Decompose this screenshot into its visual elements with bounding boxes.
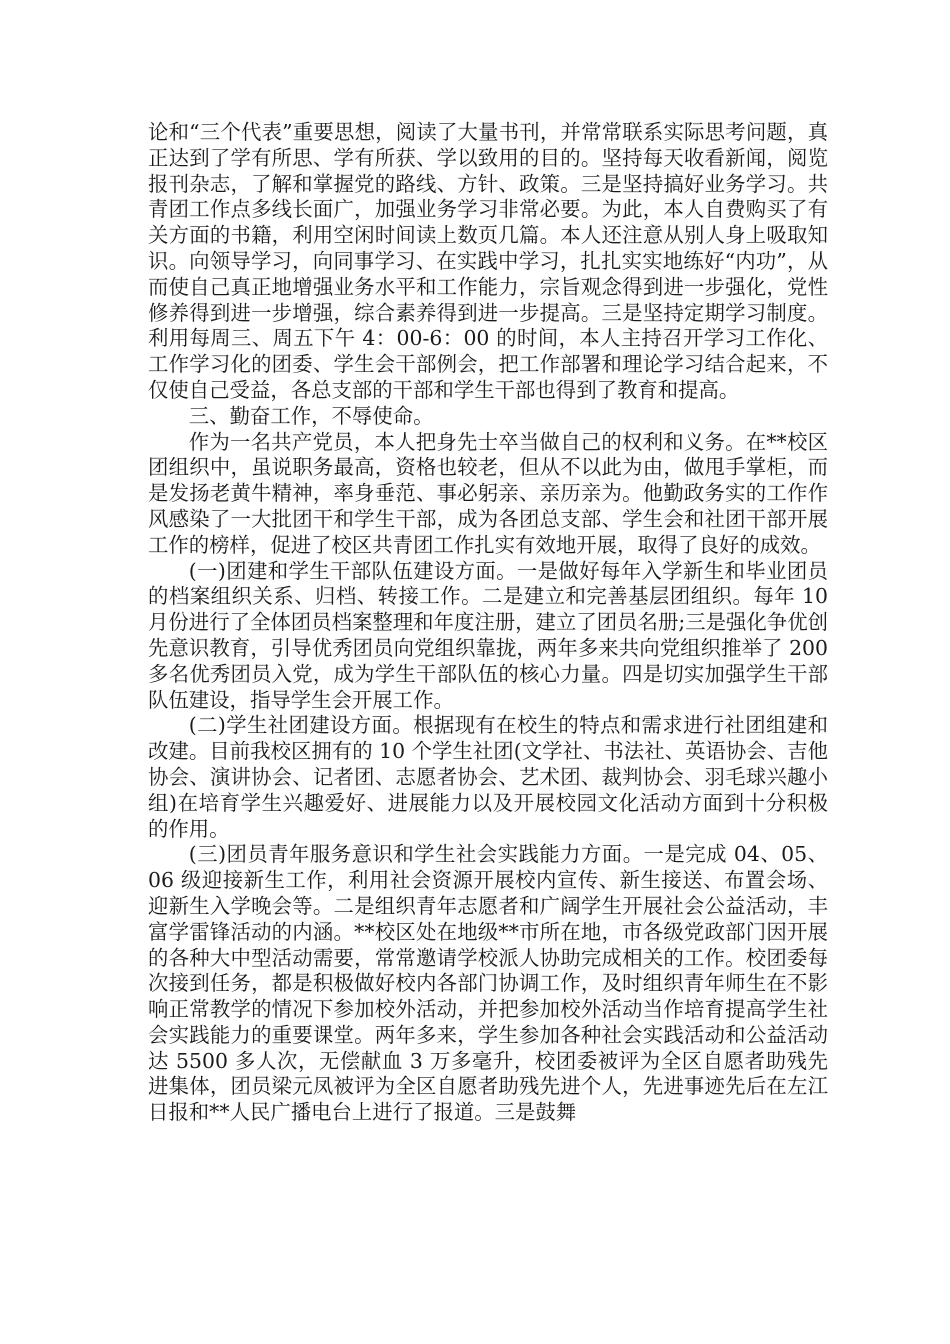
paragraph-league-building: (一)团建和学生干部队伍建设方面。一是做好每年入学新生和毕业团员的档案组织关系、归档、转接工作。二是建立和完善基层团组织。每年 10 月份进行了全体团员档案整理和年度注册，建立了团员名册;三是强化争优创先意识教育，引导优秀团员向党组织靠拢，两年多来共向党组织推举了 200 多名优秀团员入党，成为学生干部队伍的核心力量。四是切实加强学生干部队伍建设，指导学生会开展工作。	[148, 558, 828, 712]
paragraph-study-continuation: 论和“三个代表”重要思想，阅读了大量书刊，并常常联系实际思考问题，真正达到了学有所思、学有所获、学以致用的目的。坚持每天收看新闻，阅览报刊杂志，了解和掌握党的路线、方针、政策。三是坚持搞好业务学习。共青团工作点多线长面广，加强业务学习非常必要。为此，本人自费购买了有关方面的书籍，利用空闲时间读上数页几篇。本人还注意从别人身上吸取知识。向领导学习，向同事学习、在实践中学习，扎扎实实地练好“内功”，从而使自己真正地增强业务水平和工作能力，宗旨观念得到进一步强化，党性修养得到进一步增强，综合素养得到进一步提高。三是坚持定期学习制度。利用每周三、周五下午 4：00-6：00 的时间，本人主持召开学习工作化、工作学习化的团委、学生会干部例会，把工作部署和理论学习结合起来，不仅使自己受益，各总支部的干部和学生干部也得到了教育和提高。	[148, 120, 828, 402]
paragraph-student-clubs: (二)学生社团建设方面。根据现有在校生的特点和需求进行社团组建和改建。目前我校区拥有的 10 个学生社团(文学社、书法社、英语协会、吉他协会、演讲协会、记者团、志愿者协会、艺术团、裁判协会、羽毛球兴趣小组)在培育学生兴趣爱好、进展能力以及开展校园文化活动方面到十分积极的作用。	[148, 713, 828, 841]
paragraph-party-member: 作为一名共产党员，本人把身先士卒当做自己的权利和义务。在**校区团组织中，虽说职务最高，资格也较老，但从不以此为由，做甩手掌柜，而是发扬老黄牛精神，率身垂范、事必躬亲、亲历亲为。他勤政务实的工作作风感染了一大批团干和学生干部，成为各团总支部、学生会和社团干部开展工作的榜样，促进了校区共青团工作扎实有效地开展，取得了良好的成效。	[148, 429, 828, 557]
paragraph-social-practice: (三)团员青年服务意识和学生社会实践能力方面。一是完成 04、05、06 级迎接新生工作，利用社会资源开展校内宣传、新生接送、布置会场、迎新生入学晚会等。二是组织青年志愿者和广阔学生开展社会公益活动，丰富学雷锋活动的内涵。**校区处在地级**市所在地，市各级党政部门因开展的各种大中型活动需要，常常邀请学校派人协助完成相关的工作。校团委每次接到任务，都是积极做好校内各部门协调工作，及时组织青年师生在不影响正常教学的情况下参加校外活动，并把参加校外活动当作培育提高学生社会实践能力的重要课堂。两年多来，学生参加各种社会实践活动和公益活动达 5500 多人次，无偿献血 3 万多毫升，校团委被评为全区自愿者助残先进集体，团员梁元凤被评为全区自愿者助残先进个人，先进事迹先后在左江日报和**人民广播电台上进行了报道。三是鼓舞	[148, 842, 828, 1125]
document-body	[148, 120, 828, 1126]
section-heading-diligent-work: 三、勤奋工作，不辱使命。	[188, 403, 434, 428]
